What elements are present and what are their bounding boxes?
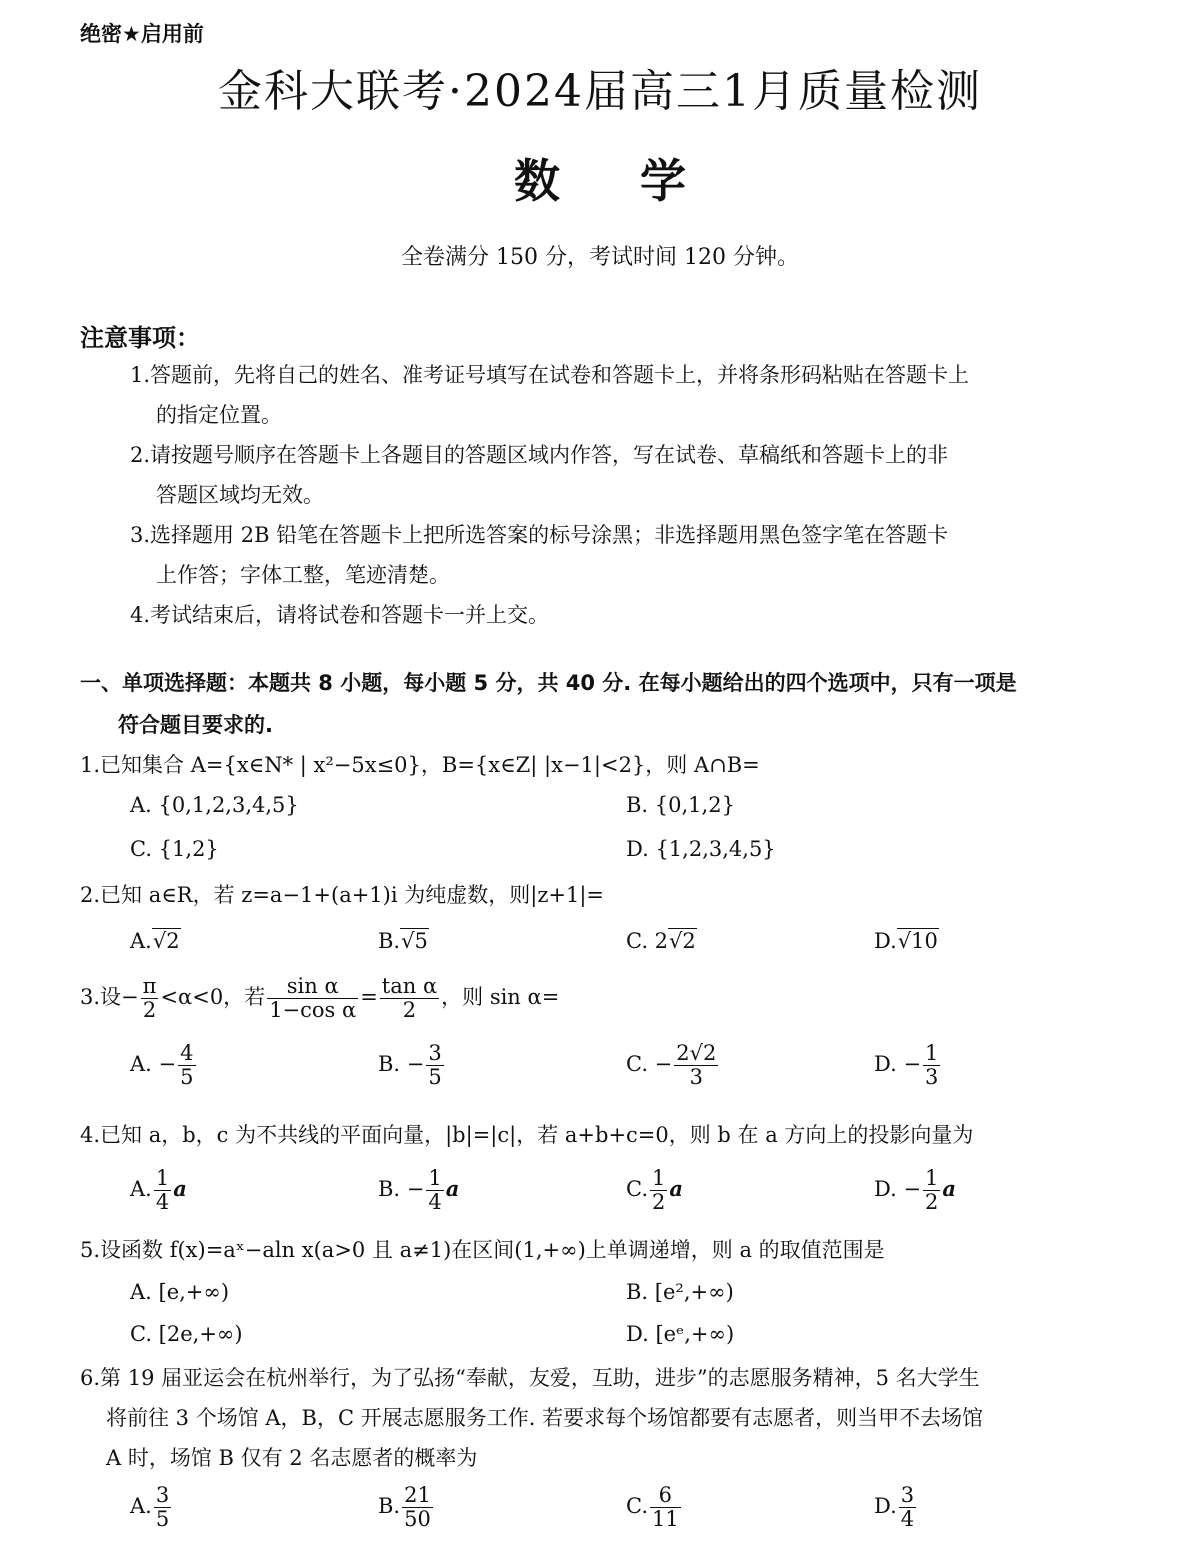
subject-title [0, 145, 1200, 211]
notice-item-cont: 上作答；字体工整，笔迹清楚。 [156, 563, 450, 587]
question-6 [80, 1358, 1122, 1531]
notice-item: 4.考试结束后，请将试卷和答题卡一并上交。 [130, 603, 550, 627]
option-c: C. − $\frac{2√2}{3}$ [626, 1041, 717, 1090]
notice-item-cont: 的指定位置。 [156, 403, 282, 427]
question-stem: 3.设− $\frac{\pi}{2}$ <α<0，若 $\frac{\text{sin α}}{\text{1−cos α}}$ = $\frac{\text{tan α}}{2}$ ，则 sin α= [80, 974, 560, 1023]
notice-item-cont: 答题区域均无效。 [156, 483, 324, 507]
option-d: D. − $\frac{1}{2}$ a [874, 1166, 957, 1215]
question-4 [80, 1115, 1122, 1214]
sqrt-value: √2 [152, 929, 180, 953]
question-stem: 4.已知 a，b，c 为不共线的平面向量，|b|=|c|，若 a+b+c=0，则 b 在 a 方向上的投影向量为 [80, 1123, 974, 1147]
question-stem: 5.设函数 f(x)=aˣ−aln x(a>0 且 a≠1)在区间(1,+∞)上单调递增，则 a 的取值范围是 [80, 1238, 885, 1262]
sqrt-value: √2 [669, 929, 696, 953]
question-2 [80, 875, 1122, 961]
notice-item: 1.答题前，先将自己的姓名、准考证号填写在试卷和答题卡上，并将条形码粘贴在答题卡上 [130, 363, 970, 387]
question-5 [80, 1230, 1122, 1354]
option-b: B. $\frac{21}{50}$ [378, 1483, 431, 1532]
section-line: 一、单项选择题：本题共 8 小题，每小题 5 分，共 40 分. 在每小题给出的四个选项中，只有一项是 [80, 671, 1017, 695]
option-b: B. {0,1,2} [626, 793, 735, 817]
option-b: B. [e²,+∞) [626, 1280, 734, 1304]
question-stem-line: A 时，场馆 B 仅有 2 名志愿者的概率为 [106, 1446, 478, 1470]
question-stem: 2.已知 a∈R，若 z=a−1+(a+1)i 为纯虚数，则|z+1|= [80, 883, 605, 907]
option-d: D. $\frac{3}{4}$ [874, 1483, 915, 1532]
option-a: A. [e,+∞) [130, 1280, 230, 1304]
option-a: A. − $\frac{4}{5}$ [130, 1041, 194, 1090]
question-3 [80, 975, 1122, 1089]
option-b: B. − $\frac{1}{4}$ a [378, 1166, 460, 1215]
exam-title: 金科大联考·2024届高三1月质量检测 [218, 66, 982, 117]
sqrt-value: √10 [897, 929, 938, 953]
question-stem: 1.已知集合 A={x∈N* | x²−5x≤0}，B={x∈Z| |x−1|<2}，则 A∩B= [80, 753, 760, 777]
question-stem-line: 6.第 19 届亚运会在杭州举行，为了弘扬“奉献，友爱，互助，进步”的志愿服务精神，5 名大学生 [80, 1366, 980, 1390]
fraction: $\frac{\pi}{2}$ [142, 974, 157, 1023]
option-c: C. 2√2 [626, 929, 696, 953]
notice-list [130, 355, 1122, 635]
fraction: $\frac{\text{sin α}}{\text{1−cos α}}$ [269, 974, 357, 1023]
option-d: D. [eᵉ,+∞) [626, 1322, 735, 1346]
option-a: A. {0,1,2,3,4,5} [130, 793, 299, 817]
section-line: 符合题目要求的. [118, 713, 273, 737]
option-a: A.√2 [130, 929, 180, 953]
sqrt-value: √5 [401, 929, 428, 953]
confidential-label: 绝密★启用前 [80, 22, 204, 46]
section-heading [80, 662, 1122, 746]
option-a: A. $\frac{3}{5}$ [130, 1483, 170, 1532]
option-c: C. $\frac{1}{2}$ a [626, 1166, 683, 1215]
option-d: D.√10 [874, 929, 938, 953]
option-b: B. − $\frac{3}{5}$ [378, 1041, 442, 1090]
option-d: D. {1,2,3,4,5} [626, 837, 776, 861]
option-c: C. [2e,+∞) [130, 1322, 243, 1346]
notice-heading: 注意事项： [80, 324, 200, 352]
option-a: A. $\frac{1}{4}$ a [130, 1166, 187, 1215]
subject-char-1: 数 [514, 154, 560, 208]
option-c: C. $\frac{6}{11}$ [626, 1483, 679, 1532]
subject-char-2: 学 [640, 154, 686, 208]
exam-meta: 全卷满分 150 分，考试时间 120 分钟。 [401, 245, 799, 270]
fraction: $\frac{\text{tan α}}{2}$ [381, 974, 438, 1023]
notice-item: 2.请按题号顺序在答题卡上各题目的答题区域内作答，写在试卷、草稿纸和答题卡上的非 [130, 443, 949, 467]
question-1 [80, 745, 1122, 869]
option-c: C. {1,2} [130, 837, 219, 861]
question-stem-line: 将前往 3 个场馆 A，B，C 开展志愿服务工作. 若要求每个场馆都要有志愿者，则当甲不去场馆 [106, 1406, 984, 1430]
notice-item: 3.选择题用 2B 铅笔在答题卡上把所选答案的标号涂黑；非选择题用黑色签字笔在答题卡 [130, 523, 949, 547]
option-b: B.√5 [378, 929, 428, 953]
option-d: D. − $\frac{1}{3}$ [874, 1041, 939, 1090]
